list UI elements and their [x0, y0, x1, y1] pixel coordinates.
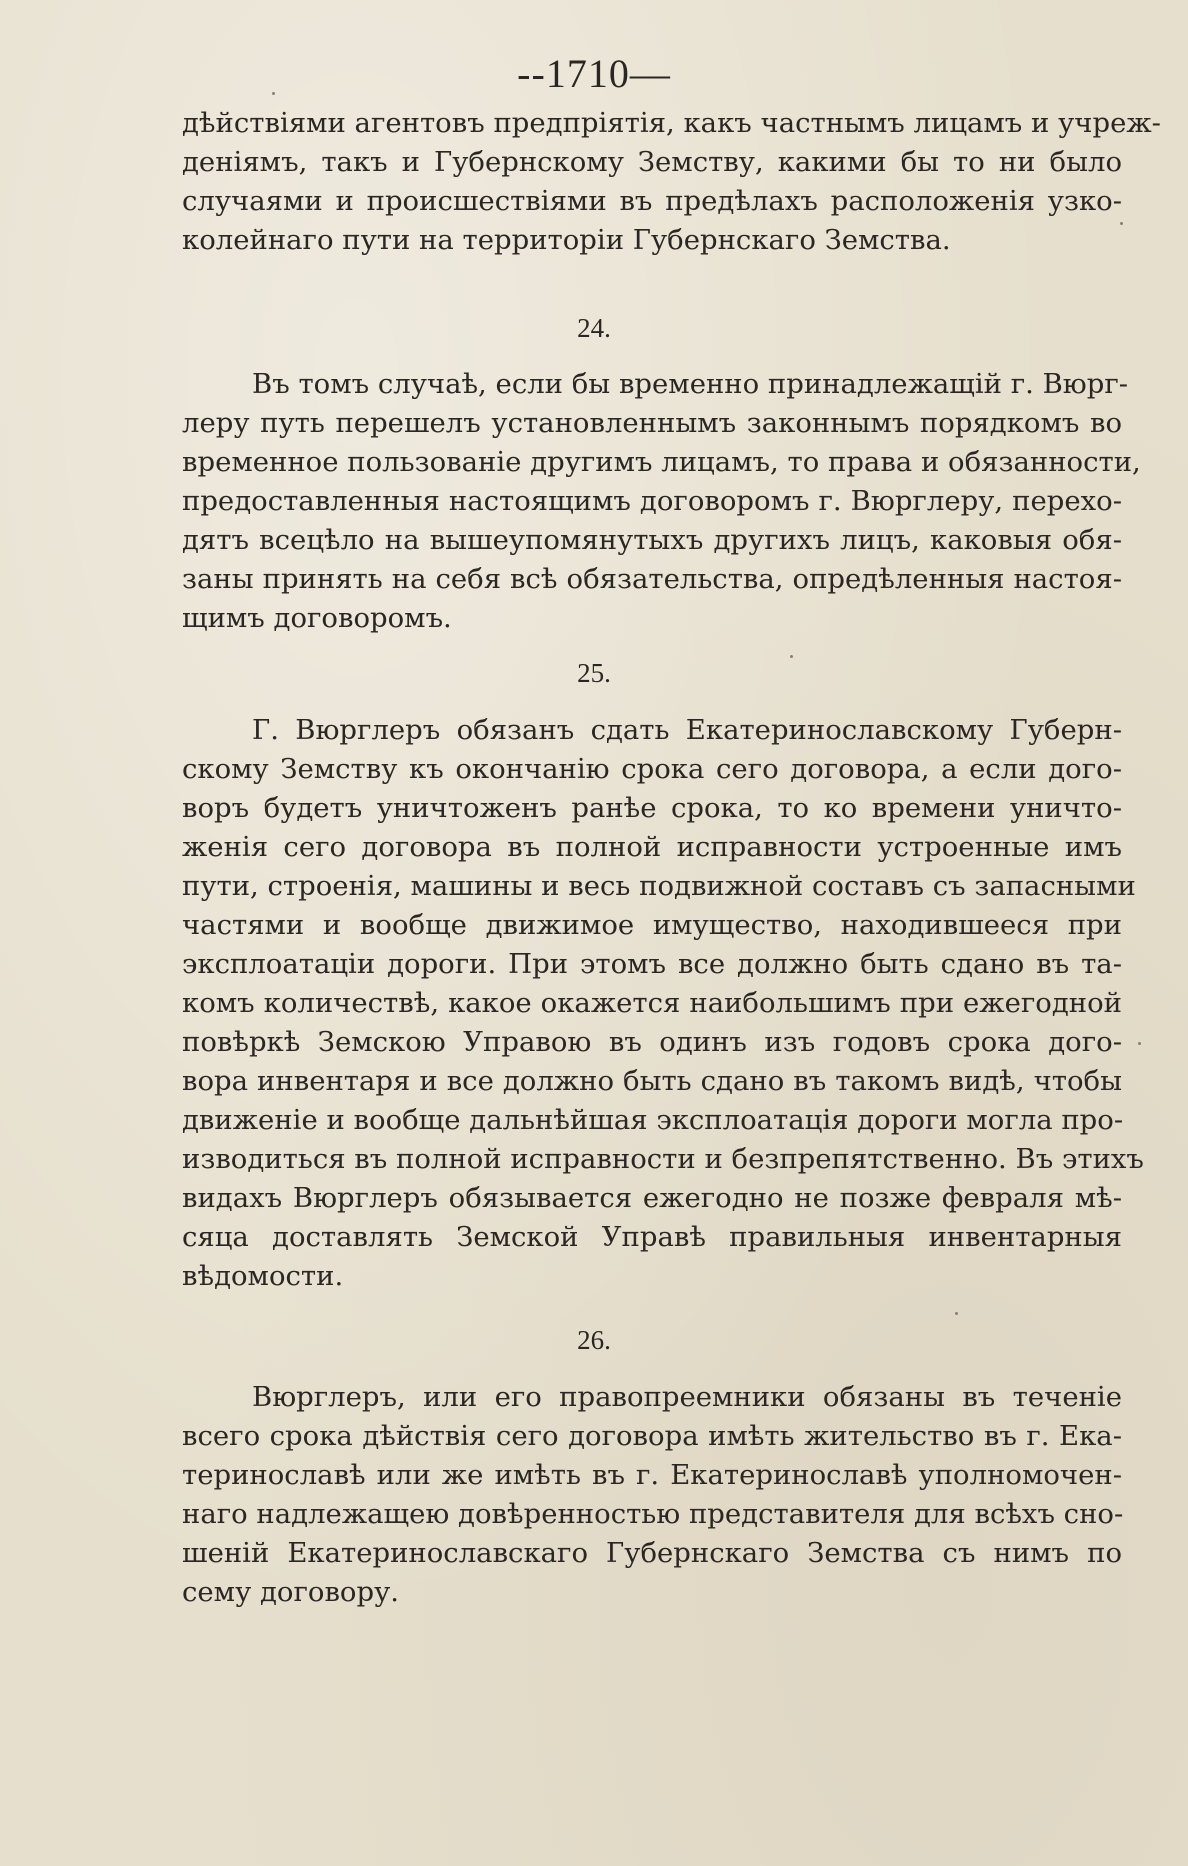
- text-line: щимъ договоромъ.: [182, 602, 452, 634]
- text-line: сему договору.: [182, 1576, 400, 1608]
- section-number-26: 26.: [577, 1325, 611, 1355]
- text-line: повѣркѣ Земскою Управою въ одинъ изъ годовъ срока дого-: [182, 1026, 1122, 1058]
- paper-speck: [272, 92, 275, 95]
- text-line: теринославѣ или же имѣть въ г. Екатеринославѣ уполномочен-: [182, 1459, 1122, 1491]
- text-line: видахъ Вюрглеръ обязывается ежегодно не позже февраля мѣ-: [182, 1182, 1122, 1214]
- text-line: временное пользованіе другимъ лицамъ, то права и обязанности,: [182, 446, 1141, 478]
- text-line: скому Земству къ окончанію срока сего договора, а если дого-: [182, 753, 1122, 785]
- text-line: вѣдомости.: [182, 1260, 344, 1292]
- section-25-paragraph: [182, 711, 1144, 1296]
- text-line: Г. Вюрглеръ обязанъ сдать Екатеринославскому Губерн-: [252, 714, 1122, 746]
- paper-speck: [1138, 1042, 1141, 1045]
- text-line: всего срока дѣйствія сего договора имѣть жительство въ г. Ека-: [182, 1420, 1122, 1452]
- text-line: заны принять на себя всѣ обязательства, опредѣленныя настоя-: [182, 563, 1122, 595]
- section-number-24: 24.: [577, 313, 611, 343]
- text-line: дѣйствіями агентовъ предпріятія, какъ частнымъ лицамъ и учреж-: [182, 107, 1161, 139]
- text-line: эксплоатаціи дороги. При этомъ все должно быть сдано въ та-: [182, 948, 1122, 980]
- text-line: наго надлежащею довѣренностью представителя для всѣхъ сно-: [182, 1498, 1124, 1530]
- text-line: Вюрглеръ, или его правопреемники обязаны въ теченіе: [252, 1381, 1122, 1413]
- section-26-paragraph: [182, 1378, 1122, 1612]
- text-line: комъ количествѣ, какое окажется наибольшимъ при ежегодной: [182, 987, 1122, 1019]
- section-24-paragraph: [182, 365, 1141, 638]
- text-line: вора инвентаря и все должно быть сдано въ такомъ видѣ, чтобы: [182, 1065, 1122, 1097]
- text-line: деніямъ, такъ и Губернскому Земству, какими бы то ни было: [182, 146, 1122, 178]
- text-line: изводиться въ полной исправности и безпрепятственно. Въ этихъ: [182, 1143, 1144, 1175]
- paper-speck: [790, 655, 793, 658]
- text-line: женія сего договора въ полной исправности устроенные имъ: [182, 831, 1122, 863]
- text-line: дятъ всецѣло на вышеупомянутыхъ другихъ лицъ, каковыя обя-: [182, 524, 1122, 556]
- text-line: предоставленныя настоящимъ договоромъ г. Вюрглеру, перехо-: [182, 485, 1122, 517]
- text-line: колейнаго пути на территоріи Губернскаго Земства.: [182, 224, 951, 256]
- section-number-25: 25.: [577, 658, 611, 688]
- text-line: шеній Екатеринославскаго Губернскаго Земства съ нимъ по: [182, 1537, 1122, 1569]
- text-line: леру путь перешелъ установленнымъ законнымъ порядкомъ во: [182, 407, 1122, 439]
- page-number: --1710—: [517, 51, 671, 96]
- text-line: частями и вообще движимое имущество, находившееся при: [182, 909, 1122, 941]
- text-line: сяца доставлять Земской Управѣ правильныя инвентарныя: [182, 1221, 1122, 1253]
- text-line: Въ томъ случаѣ, если бы временно принадлежащій г. Вюрг-: [252, 368, 1129, 400]
- text-line: пути, строенія, машины и весь подвижной составъ съ запасными: [182, 870, 1136, 902]
- intro-paragraph: [182, 104, 1161, 260]
- text-line: случаями и происшествіями въ предѣлахъ расположенія узко-: [182, 185, 1122, 217]
- text-line: движеніе и вообще дальнѣйшая эксплоатація дороги могла про-: [182, 1104, 1124, 1136]
- paper-speck: [955, 1312, 958, 1315]
- paper-speck: [1120, 222, 1123, 225]
- text-line: воръ будетъ уничтоженъ ранѣе срока, то ко времени уничто-: [182, 792, 1122, 824]
